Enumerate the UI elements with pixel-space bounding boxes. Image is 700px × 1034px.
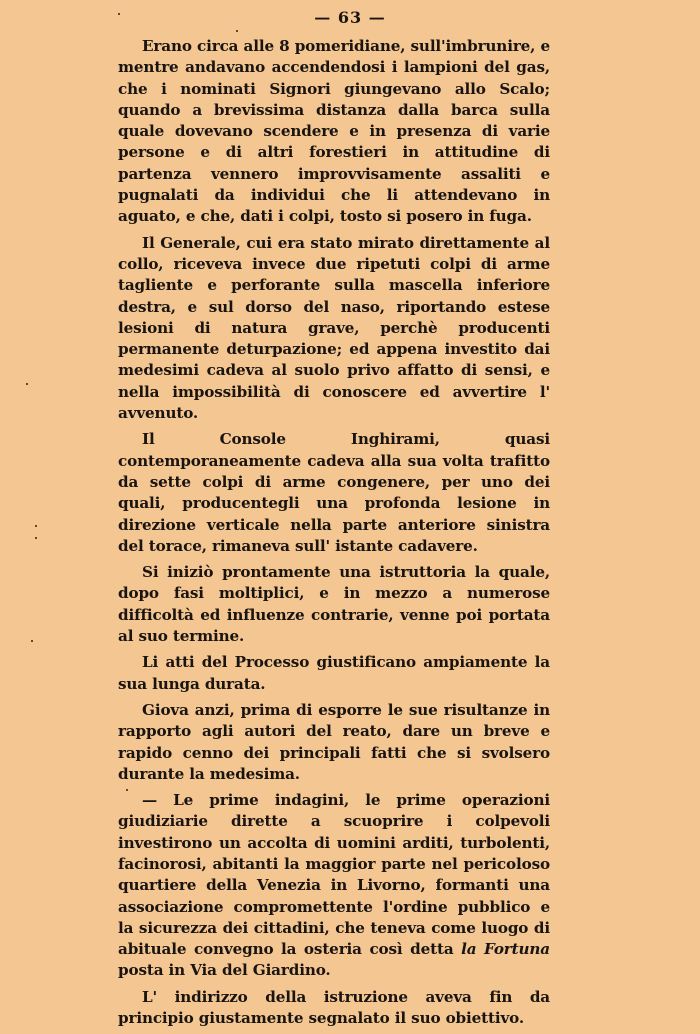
paragraph-summary: Giova anzi, prima di esporre le sue risultanze in rapporto agli autori del reato, dare un breve e rapido cenno dei principali fatti che si svolsero durante la medesima. bbox=[118, 700, 550, 783]
paragraph-process: Li atti del Processo giustificano ampiamente la sua lunga durata. bbox=[118, 653, 550, 693]
scan-speck bbox=[236, 30, 238, 32]
scan-speck bbox=[35, 537, 37, 539]
inquiries-text-after: posta in Via del Giardino. bbox=[118, 961, 331, 980]
paragraph-objective: L' indirizzo della istruzione aveva fin da principio giustamente segnalato il suo obiettivo. bbox=[118, 987, 550, 1028]
scan-speck bbox=[126, 789, 128, 791]
paragraph-consul: Il Console Inghirami, quasi contemporaneamente cadeva alla sua volta trafitto da sette colpi di arme congenere, per uno dei quali, producentegli una profonda lesione in direzione verticale nella parte anteriore sinistra del torace, rimaneva sull' istante cadavere. bbox=[118, 430, 550, 555]
paragraph-investigation: Si iniziò prontamente una istruttoria la quale, dopo fasi moltiplici, e in mezzo a numerose difficoltà ed influenze contrarie, venne poi portata al suo termine. bbox=[118, 563, 550, 646]
body-text bbox=[118, 36, 550, 1034]
scan-speck bbox=[31, 640, 33, 642]
scan-speck bbox=[26, 383, 28, 385]
inquiries-text-before: — Le prime indagini, le prime operazioni giudiziarie dirette a scuoprire i colpevoli investirono un accolta di uomini arditi, turbolenti, facinorosi, abitanti la maggior parte nel pericoloso quartiere della Venezia in Livorno, formanti una associazione compromettente l'ordine pubblico e la sicurezza dei cittadini, che teneva come luogo di abituale convegno la osteria così detta bbox=[118, 791, 550, 959]
paragraph-general: Il Generale, cui era stato mirato direttamente al collo, riceveva invece due ripetuti colpi di arme tagliente e perforante sulla mascella inferiore destra, e sul dorso del naso, riportando estese lesioni di natura grave, perchè producenti permanente deturpazione; ed appena investito dai medesimi cadeva al suolo privo affatto di sensi, e nella impossibilità di conoscere ed avvertire l' avvenuto. bbox=[118, 233, 550, 423]
scan-speck bbox=[35, 525, 37, 527]
page-number: — 63 — bbox=[314, 8, 386, 27]
scan-speck bbox=[118, 13, 120, 15]
paragraph-first-inquiries bbox=[118, 790, 550, 982]
tavern-name: la Fortuna bbox=[461, 940, 550, 959]
paragraph-arrival: Erano circa alle 8 pomeridiane, sull'imbrunire, e mentre andavano accendendosi i lampioni del gas, che i nominati Signori giungevano allo Scalo; quando a brevissima distanza dalla barca sulla quale dovevano scendere e in presenza di varie persone e di altri forestieri in attitudine di partenza vennero improvvisamente assaliti e pugnalati da individui che li attendevano in aguato, e che, dati i colpi, tosto si posero in fuga. bbox=[118, 37, 550, 226]
